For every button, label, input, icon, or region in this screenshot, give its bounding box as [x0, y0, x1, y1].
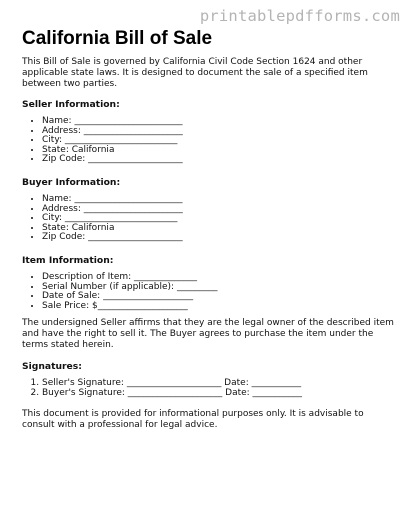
seller-zip-field: • Zip Code: _____________________	[42, 155, 394, 165]
bill-of-sale-document	[22, 26, 394, 431]
disclaimer-paragraph: This document is provided for informational purposes only. It is advisable to consult with a professional for legal advice.	[22, 408, 364, 430]
buyer-zip-field: • Zip Code: _____________________	[42, 233, 394, 243]
signature-list	[22, 379, 394, 398]
affirmation-paragraph: The undersigned Seller affirms that they are the legal owner of the described item and have the right to sell it. The Buyer agrees to purchase the item under the terms stated herein.	[22, 318, 394, 351]
seller-state-field: • State: California	[42, 146, 394, 156]
item-date-of-sale-field: • Date of Sale: ____________________	[42, 292, 394, 302]
seller-address-field: • Address: ______________________	[42, 127, 394, 137]
seller-section-heading: Seller Information:	[22, 99, 120, 110]
item-section-heading: Item Information:	[22, 254, 114, 266]
seller-signature-line: 1. Seller's Signature: _____________________ Date: ___________	[42, 379, 394, 389]
buyer-section-heading: Buyer Information:	[22, 176, 121, 188]
buyer-name-field: • Name: ________________________	[42, 195, 394, 205]
seller-info-list	[22, 117, 394, 165]
seller-name-field: • Name: ________________________	[42, 117, 394, 127]
item-sale-price-field: • Sale Price: $____________________	[42, 302, 394, 312]
signatures-section-heading: Signatures:	[22, 361, 82, 373]
item-serial-number-field: • Serial Number (if applicable): _________	[42, 283, 394, 293]
item-info-list	[22, 273, 394, 311]
item-description-field: • Description of Item: ______________	[42, 273, 394, 283]
buyer-signature-line: 2. Buyer's Signature: _____________________ Date: ___________	[42, 389, 394, 399]
buyer-address-field: • Address: ______________________	[42, 205, 394, 215]
seller-city-field: • City: _________________________	[42, 136, 394, 146]
buyer-state-field: • State: California	[42, 224, 394, 234]
buyer-info-list	[22, 195, 394, 243]
site-watermark: printablepdfforms.com	[199, 7, 400, 25]
document-title: California Bill of Sale	[22, 28, 213, 49]
intro-paragraph: This Bill of Sale is governed by California Civil Code Section 1624 and other applicable state laws. It is designed to document the sale of a specified item between two parties.	[22, 57, 368, 89]
buyer-city-field: • City: _________________________	[42, 214, 394, 224]
